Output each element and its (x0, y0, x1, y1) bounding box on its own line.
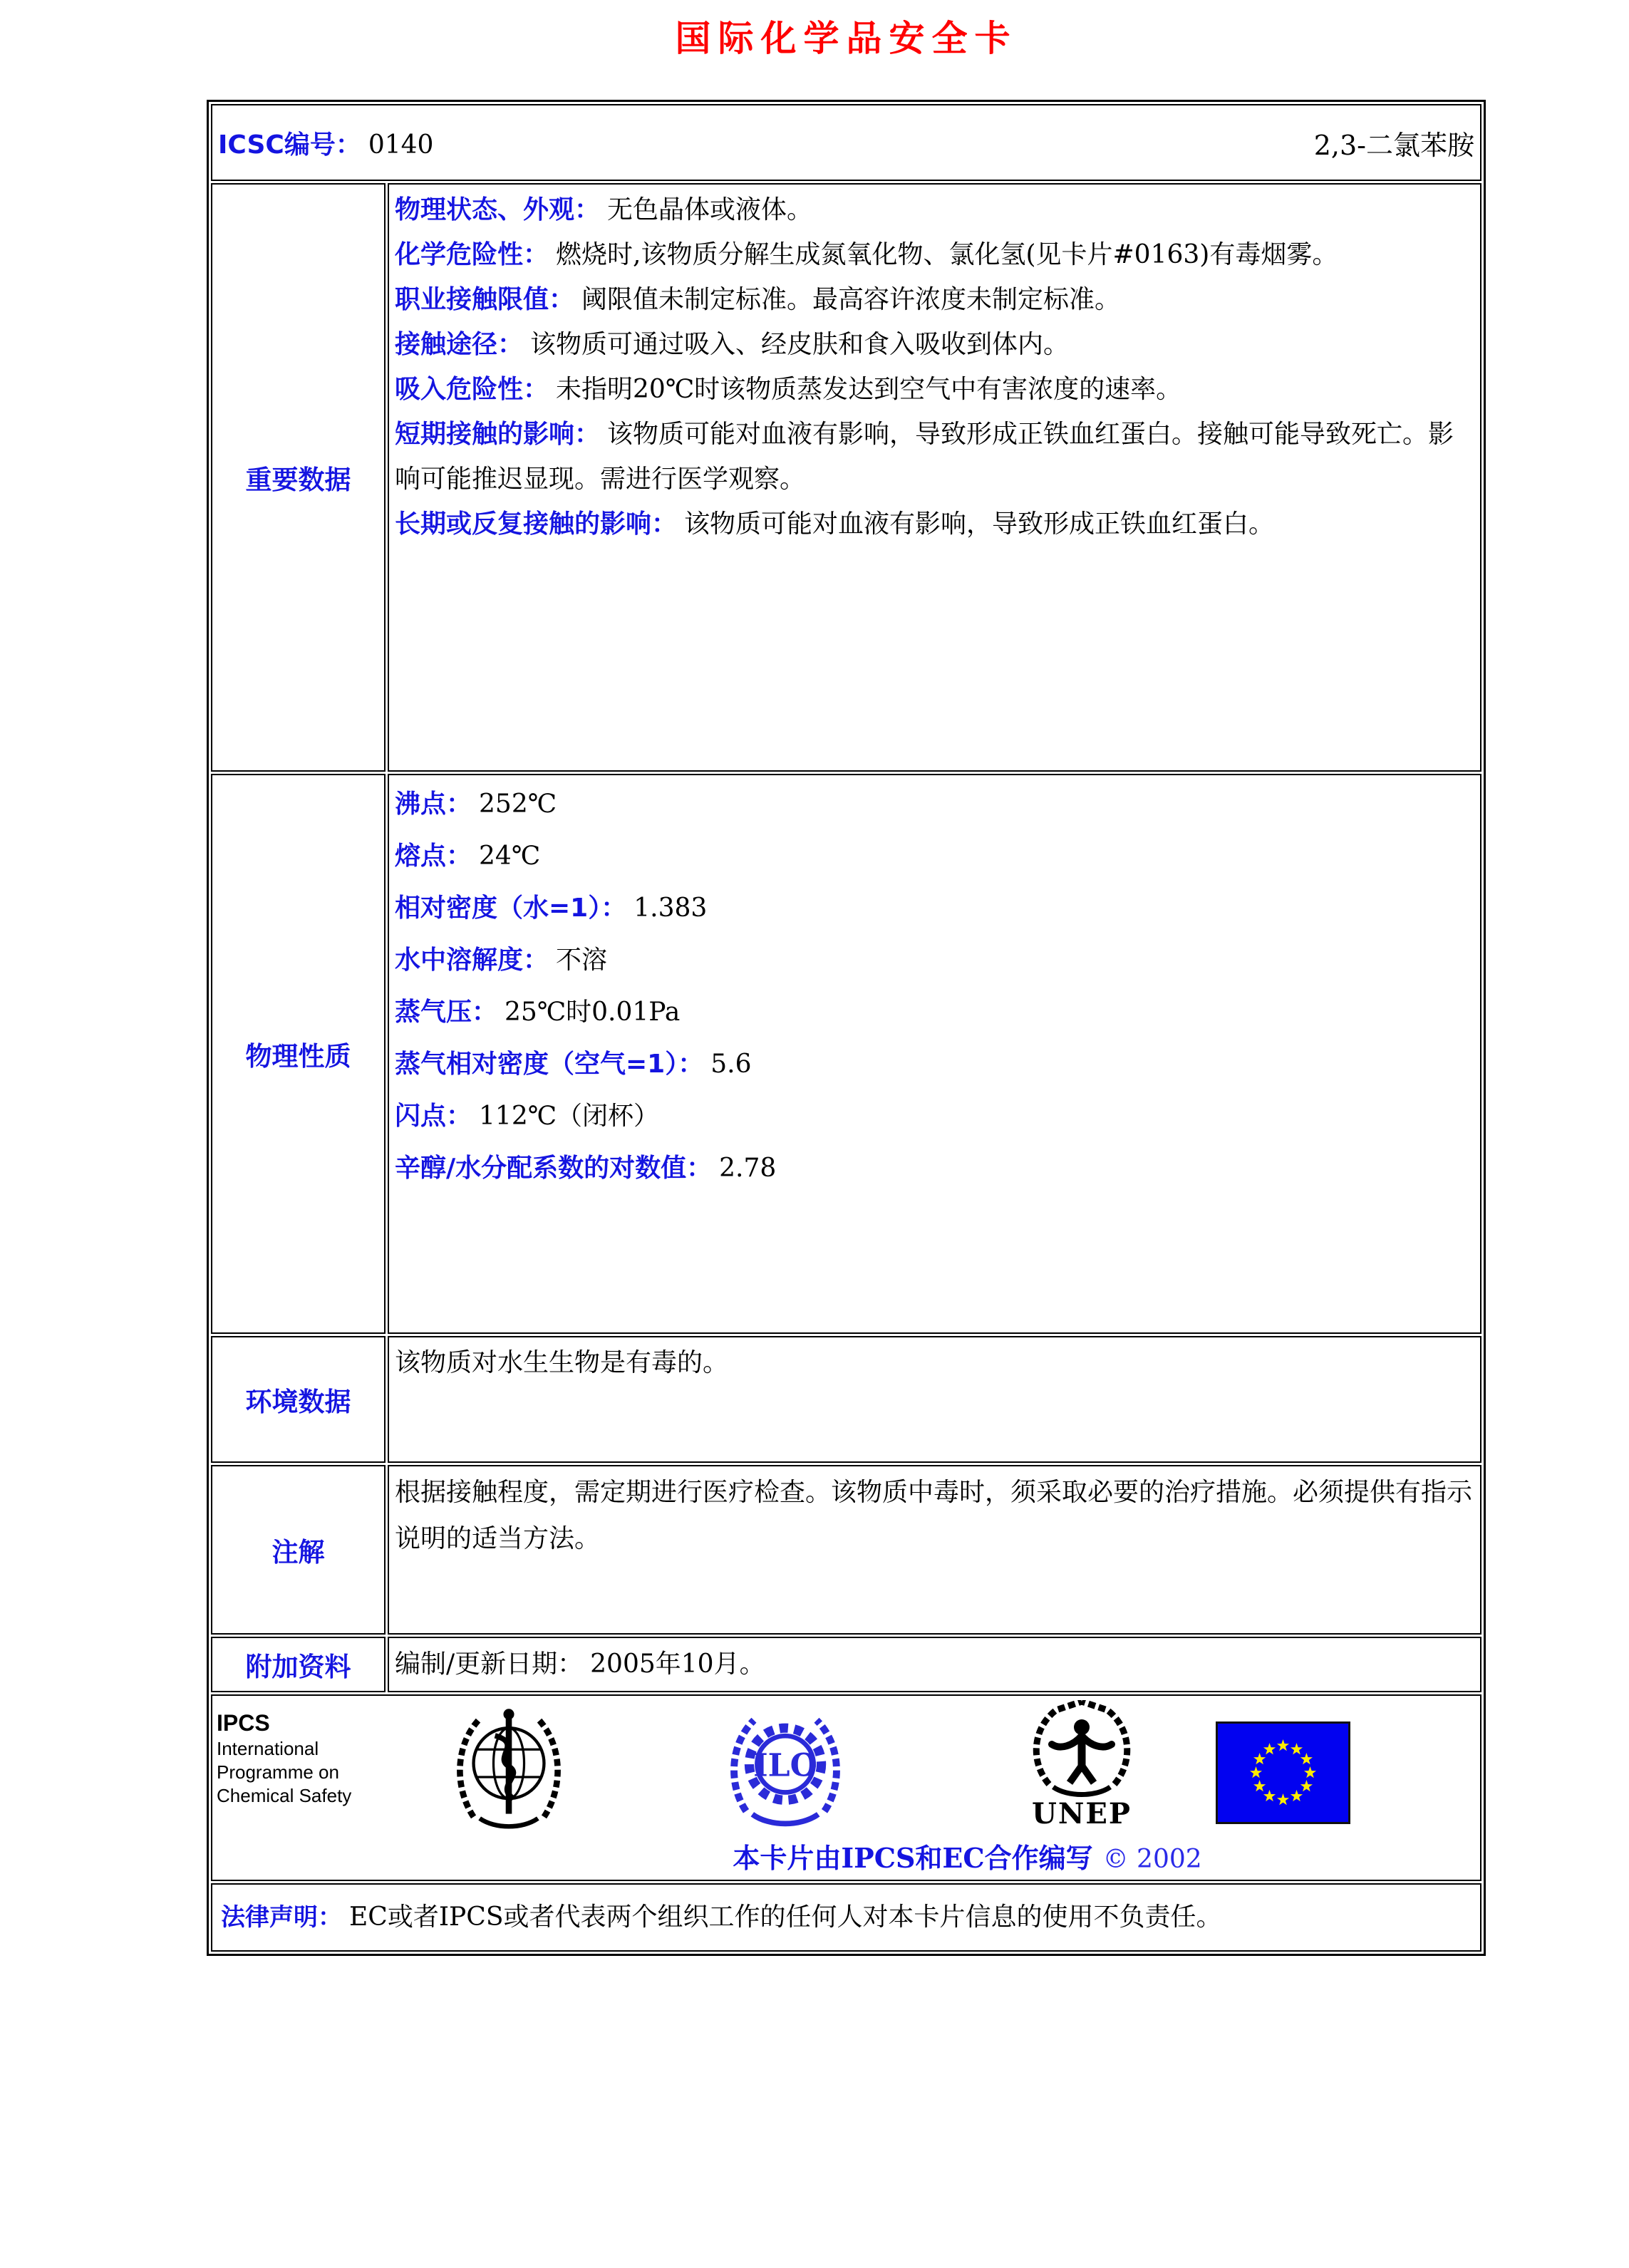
field-value: 5.6 (710, 1050, 752, 1079)
field-value: 252℃ (479, 789, 557, 819)
ilo-logo-icon (723, 1703, 848, 1828)
unep-logo-icon (1025, 1700, 1139, 1798)
section-label-important-data: 重要数据 (245, 465, 351, 495)
legal-disclaimer (218, 1892, 1474, 1943)
physical-property-line (395, 778, 1474, 830)
field-label: 化学危险性： (395, 240, 549, 269)
field-value: 阈限值未制定标准。最高容许浓度未制定标准。 (581, 285, 1121, 314)
section-label-additional-info: 附加资料 (245, 1652, 351, 1682)
footer-logos-row (212, 1696, 1480, 1880)
additional-info-row (395, 1643, 1474, 1686)
update-date-value: 2005年10月。 (590, 1650, 765, 1679)
legal-label: 法律声明： (221, 1903, 342, 1932)
chemical-name: 2,3-二氯苯胺 (1313, 129, 1474, 161)
field-label: 蒸气压： (395, 998, 498, 1027)
who-logo-icon (448, 1702, 570, 1833)
icsc-number-value: 0140 (368, 130, 434, 160)
important-data-line (395, 502, 1474, 547)
field-label: 蒸气相对密度（空气=1）： (395, 1050, 704, 1079)
physical-property-line (395, 1038, 1474, 1090)
physical-property-line (395, 830, 1474, 882)
physical-property-line (395, 1090, 1474, 1142)
unep-wordmark: UNEP (1031, 1797, 1132, 1831)
field-label: 水中溶解度： (395, 946, 549, 975)
field-label: 熔点： (395, 842, 472, 871)
physical-property-line (395, 934, 1474, 986)
caption-text: 本卡片由IPCS和EC合作编写 (733, 1842, 1093, 1874)
field-value: 未指明20℃时该物质蒸发达到空气中有害浓度的速率。 (556, 375, 1182, 404)
field-label: 辛醇/水分配系数的对数值： (395, 1154, 713, 1183)
field-label: 吸入危险性： (395, 375, 549, 404)
icsc-number (218, 125, 433, 161)
page-title: 国际化学品安全卡 (675, 17, 1018, 59)
field-value: 该物质可通过吸入、经皮肤和食入吸收到体内。 (530, 330, 1070, 359)
field-value: 25℃时0.01Pa (505, 998, 681, 1027)
field-value: 不溶 (556, 946, 608, 975)
physical-properties-content (388, 774, 1481, 1334)
icsc-number-label: ICSC编号： (218, 130, 361, 160)
field-label: 闪点： (395, 1102, 472, 1131)
field-label: 沸点： (395, 789, 472, 819)
field-value: 该物质可能对血液有影响，导致形成正铁血红蛋白。接触可能导致死亡。影响可能推迟显现。需进行医学观察。 (395, 420, 1454, 494)
important-data-line (395, 232, 1474, 277)
physical-property-line (395, 882, 1474, 934)
unep-logo-block (1018, 1700, 1146, 1831)
section-label-physical-properties: 物理性质 (245, 1041, 351, 1072)
important-data-line (395, 322, 1474, 367)
field-label: 接触途径： (395, 330, 524, 359)
important-data-line (395, 187, 1474, 232)
environmental-data-text: 该物质对水生生物是有毒的。 (395, 1348, 729, 1377)
update-date-label: 编制/更新日期： (395, 1650, 584, 1679)
icsc-card-table (207, 100, 1486, 1956)
field-value: 燃烧时,该物质分解生成氮氧化物、氯化氢(见卡片#0163)有毒烟雾。 (556, 240, 1338, 269)
field-label: 长期或反复接触的影响： (395, 509, 678, 539)
field-value: 2.78 (719, 1154, 777, 1183)
section-label-environmental-data: 环境数据 (245, 1387, 351, 1417)
field-value: 1.383 (634, 894, 708, 923)
eu-flag-icon (1216, 1721, 1350, 1824)
section-label-notes: 注解 (272, 1537, 325, 1568)
important-data-content (388, 183, 1481, 772)
physical-property-line (395, 1142, 1474, 1194)
important-data-line (395, 367, 1474, 412)
notes-text: 根据接触程度，需定期进行医疗检查。该物质中毒时，须采取必要的治疗措施。必须提供有指示说明的适当方法。 (395, 1478, 1473, 1553)
important-data-line (395, 277, 1474, 322)
field-label: 物理状态、外观： (395, 195, 601, 224)
ipcs-subtitle-line: International (217, 1738, 319, 1759)
card-header-row (218, 108, 1474, 177)
field-label: 职业接触限值： (395, 285, 575, 314)
footer-caption (212, 1836, 1480, 1875)
field-label: 相对密度（水=1）： (395, 894, 627, 923)
field-value: 112℃（闭杯） (479, 1102, 660, 1131)
caption-copyright: © 2002 (1102, 1845, 1202, 1874)
important-data-line (395, 412, 1474, 502)
field-label: 短期接触的影响： (395, 420, 601, 449)
ipcs-text-block (217, 1709, 351, 1808)
ipcs-title: IPCS (217, 1710, 270, 1736)
physical-property-line (395, 986, 1474, 1038)
field-value: 无色晶体或液体。 (607, 195, 813, 224)
ilo-monogram: ILO (753, 1747, 817, 1784)
field-value: 该物质可能对血液有影响，导致形成正铁血红蛋白。 (684, 509, 1275, 539)
ipcs-subtitle-line: Chemical Safety (217, 1785, 352, 1806)
legal-text: EC或者IPCS或者代表两个组织工作的任何人对本卡片信息的使用不负责任。 (349, 1902, 1222, 1932)
field-value: 24℃ (479, 842, 541, 871)
ipcs-subtitle-line: Programme on (217, 1761, 339, 1783)
